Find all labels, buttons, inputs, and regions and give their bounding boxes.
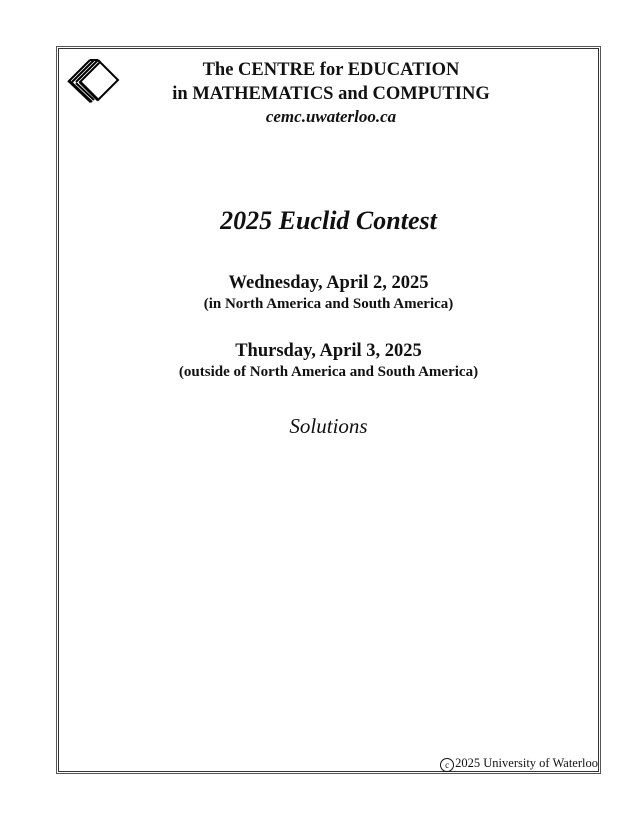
contest-region: (outside of North America and South America) xyxy=(178,364,479,380)
date-block-outside-americas xyxy=(56,340,601,382)
page-border xyxy=(56,46,601,774)
org-url: cemc.uwaterloo.ca xyxy=(265,107,397,126)
contest-region: (in North America and South America) xyxy=(203,296,454,312)
copyright-text: 2025 University of Waterloo xyxy=(455,756,598,770)
org-name-line2: in MATHEMATICS and COMPUTING xyxy=(172,84,490,104)
page-border-inner xyxy=(58,48,599,772)
copyright-notice xyxy=(440,755,598,772)
org-name-line1: The CENTRE for EDUCATION xyxy=(202,60,460,80)
contest-title: 2025 Euclid Contest xyxy=(220,206,437,235)
organization-header xyxy=(130,58,532,128)
date-block-north-south-america xyxy=(56,272,601,314)
document-subtitle: Solutions xyxy=(289,414,368,438)
copyright-icon: c xyxy=(440,758,454,772)
contest-date: Thursday, April 3, 2025 xyxy=(235,341,422,361)
cemc-logo-icon xyxy=(66,56,120,104)
contest-date: Wednesday, April 2, 2025 xyxy=(228,273,429,293)
